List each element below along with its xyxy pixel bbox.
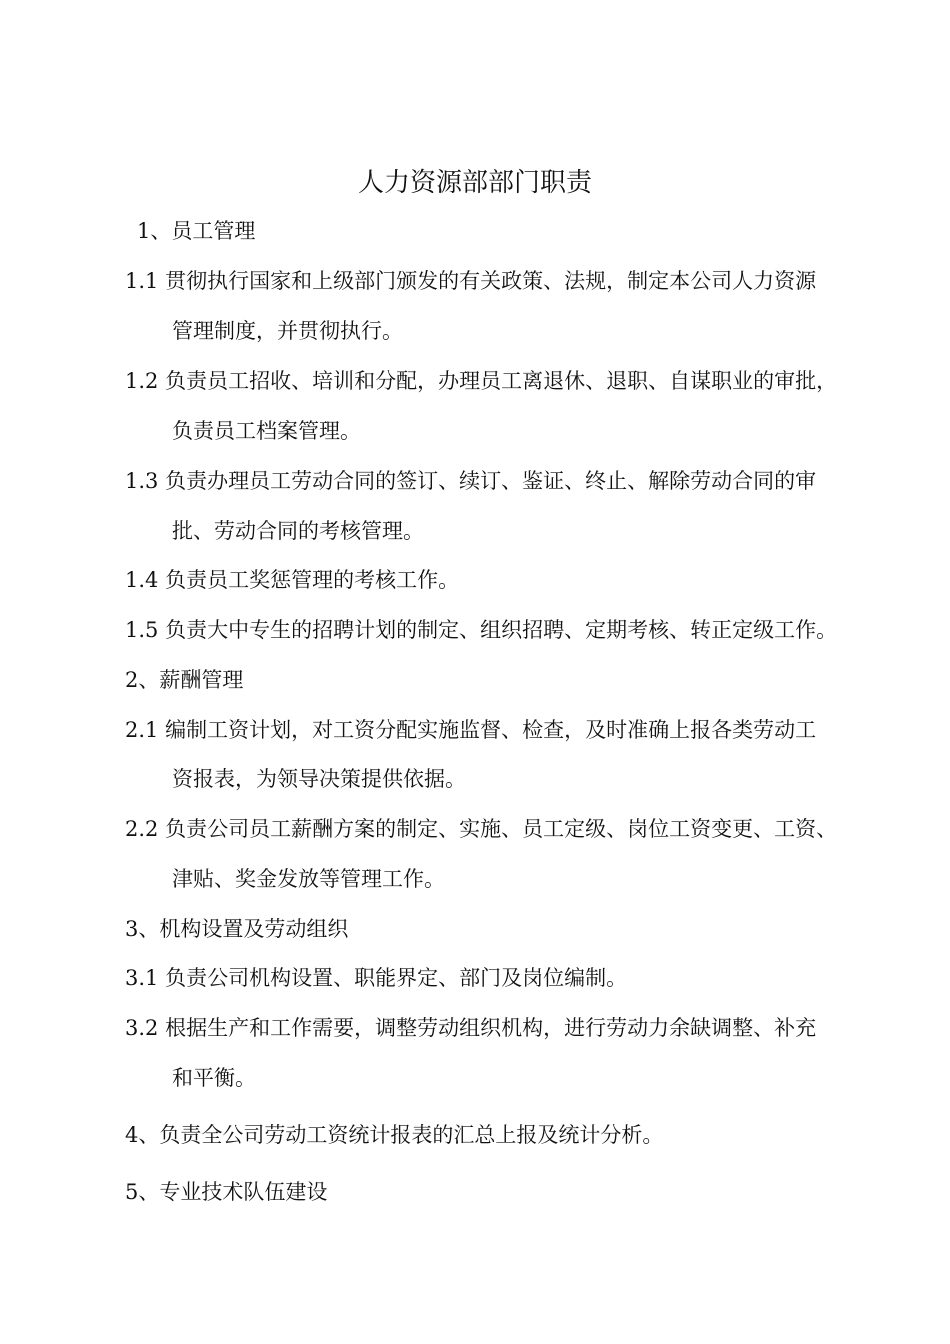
item-3-2-line-1: 3.2 根据生产和工作需要，调整劳动组织机构，进行劳动力余缺调整、补充 (125, 1016, 817, 1040)
section-heading-3: 3、机构设置及劳动组织 (125, 917, 349, 941)
section-heading-1: 1、员工管理 (137, 219, 256, 243)
item-1-3-line-2: 批、劳动合同的考核管理。 (172, 519, 424, 543)
item-1-3-line-1: 1.3 负责办理员工劳动合同的签订、续订、鉴证、终止、解除劳动合同的审 (125, 469, 817, 493)
item-1-1-line-2: 管理制度，并贯彻执行。 (172, 319, 403, 343)
section-heading-2: 2、薪酬管理 (125, 668, 244, 692)
item-2-1-line-1: 2.1 编制工资计划，对工资分配实施监督、检查，及时准确上报各类劳动工 (125, 718, 817, 742)
item-1-2-line-2: 负责员工档案管理。 (172, 419, 361, 443)
section-heading-5: 5、专业技术队伍建设 (125, 1180, 328, 1204)
item-1-5: 1.5 负责大中专生的招聘计划的制定、组织招聘、定期考核、转正定级工作。 (125, 618, 838, 642)
item-1-4: 1.4 负责员工奖惩管理的考核工作。 (125, 568, 460, 592)
item-3-2-line-2: 和平衡。 (172, 1066, 256, 1090)
section-heading-4: 4、负责全公司劳动工资统计报表的汇总上报及统计分析。 (125, 1123, 664, 1147)
item-3-1: 3.1 负责公司机构设置、职能界定、部门及岗位编制。 (125, 966, 628, 990)
item-2-2-line-1: 2.2 负责公司员工薪酬方案的制定、实施、员工定级、岗位工资变更、工资、 (125, 817, 838, 841)
item-2-1-line-2: 资报表，为领导决策提供依据。 (172, 767, 466, 791)
item-2-2-line-2: 津贴、奖金发放等管理工作。 (172, 867, 445, 891)
item-1-2-line-1: 1.2 负责员工招收、培训和分配，办理员工离退休、退职、自谋职业的审批， (125, 369, 838, 393)
document-title: 人力资源部部门职责 (357, 168, 592, 198)
item-1-1-line-1: 1.1 贯彻执行国家和上级部门颁发的有关政策、法规，制定本公司人力资源 (125, 269, 817, 293)
